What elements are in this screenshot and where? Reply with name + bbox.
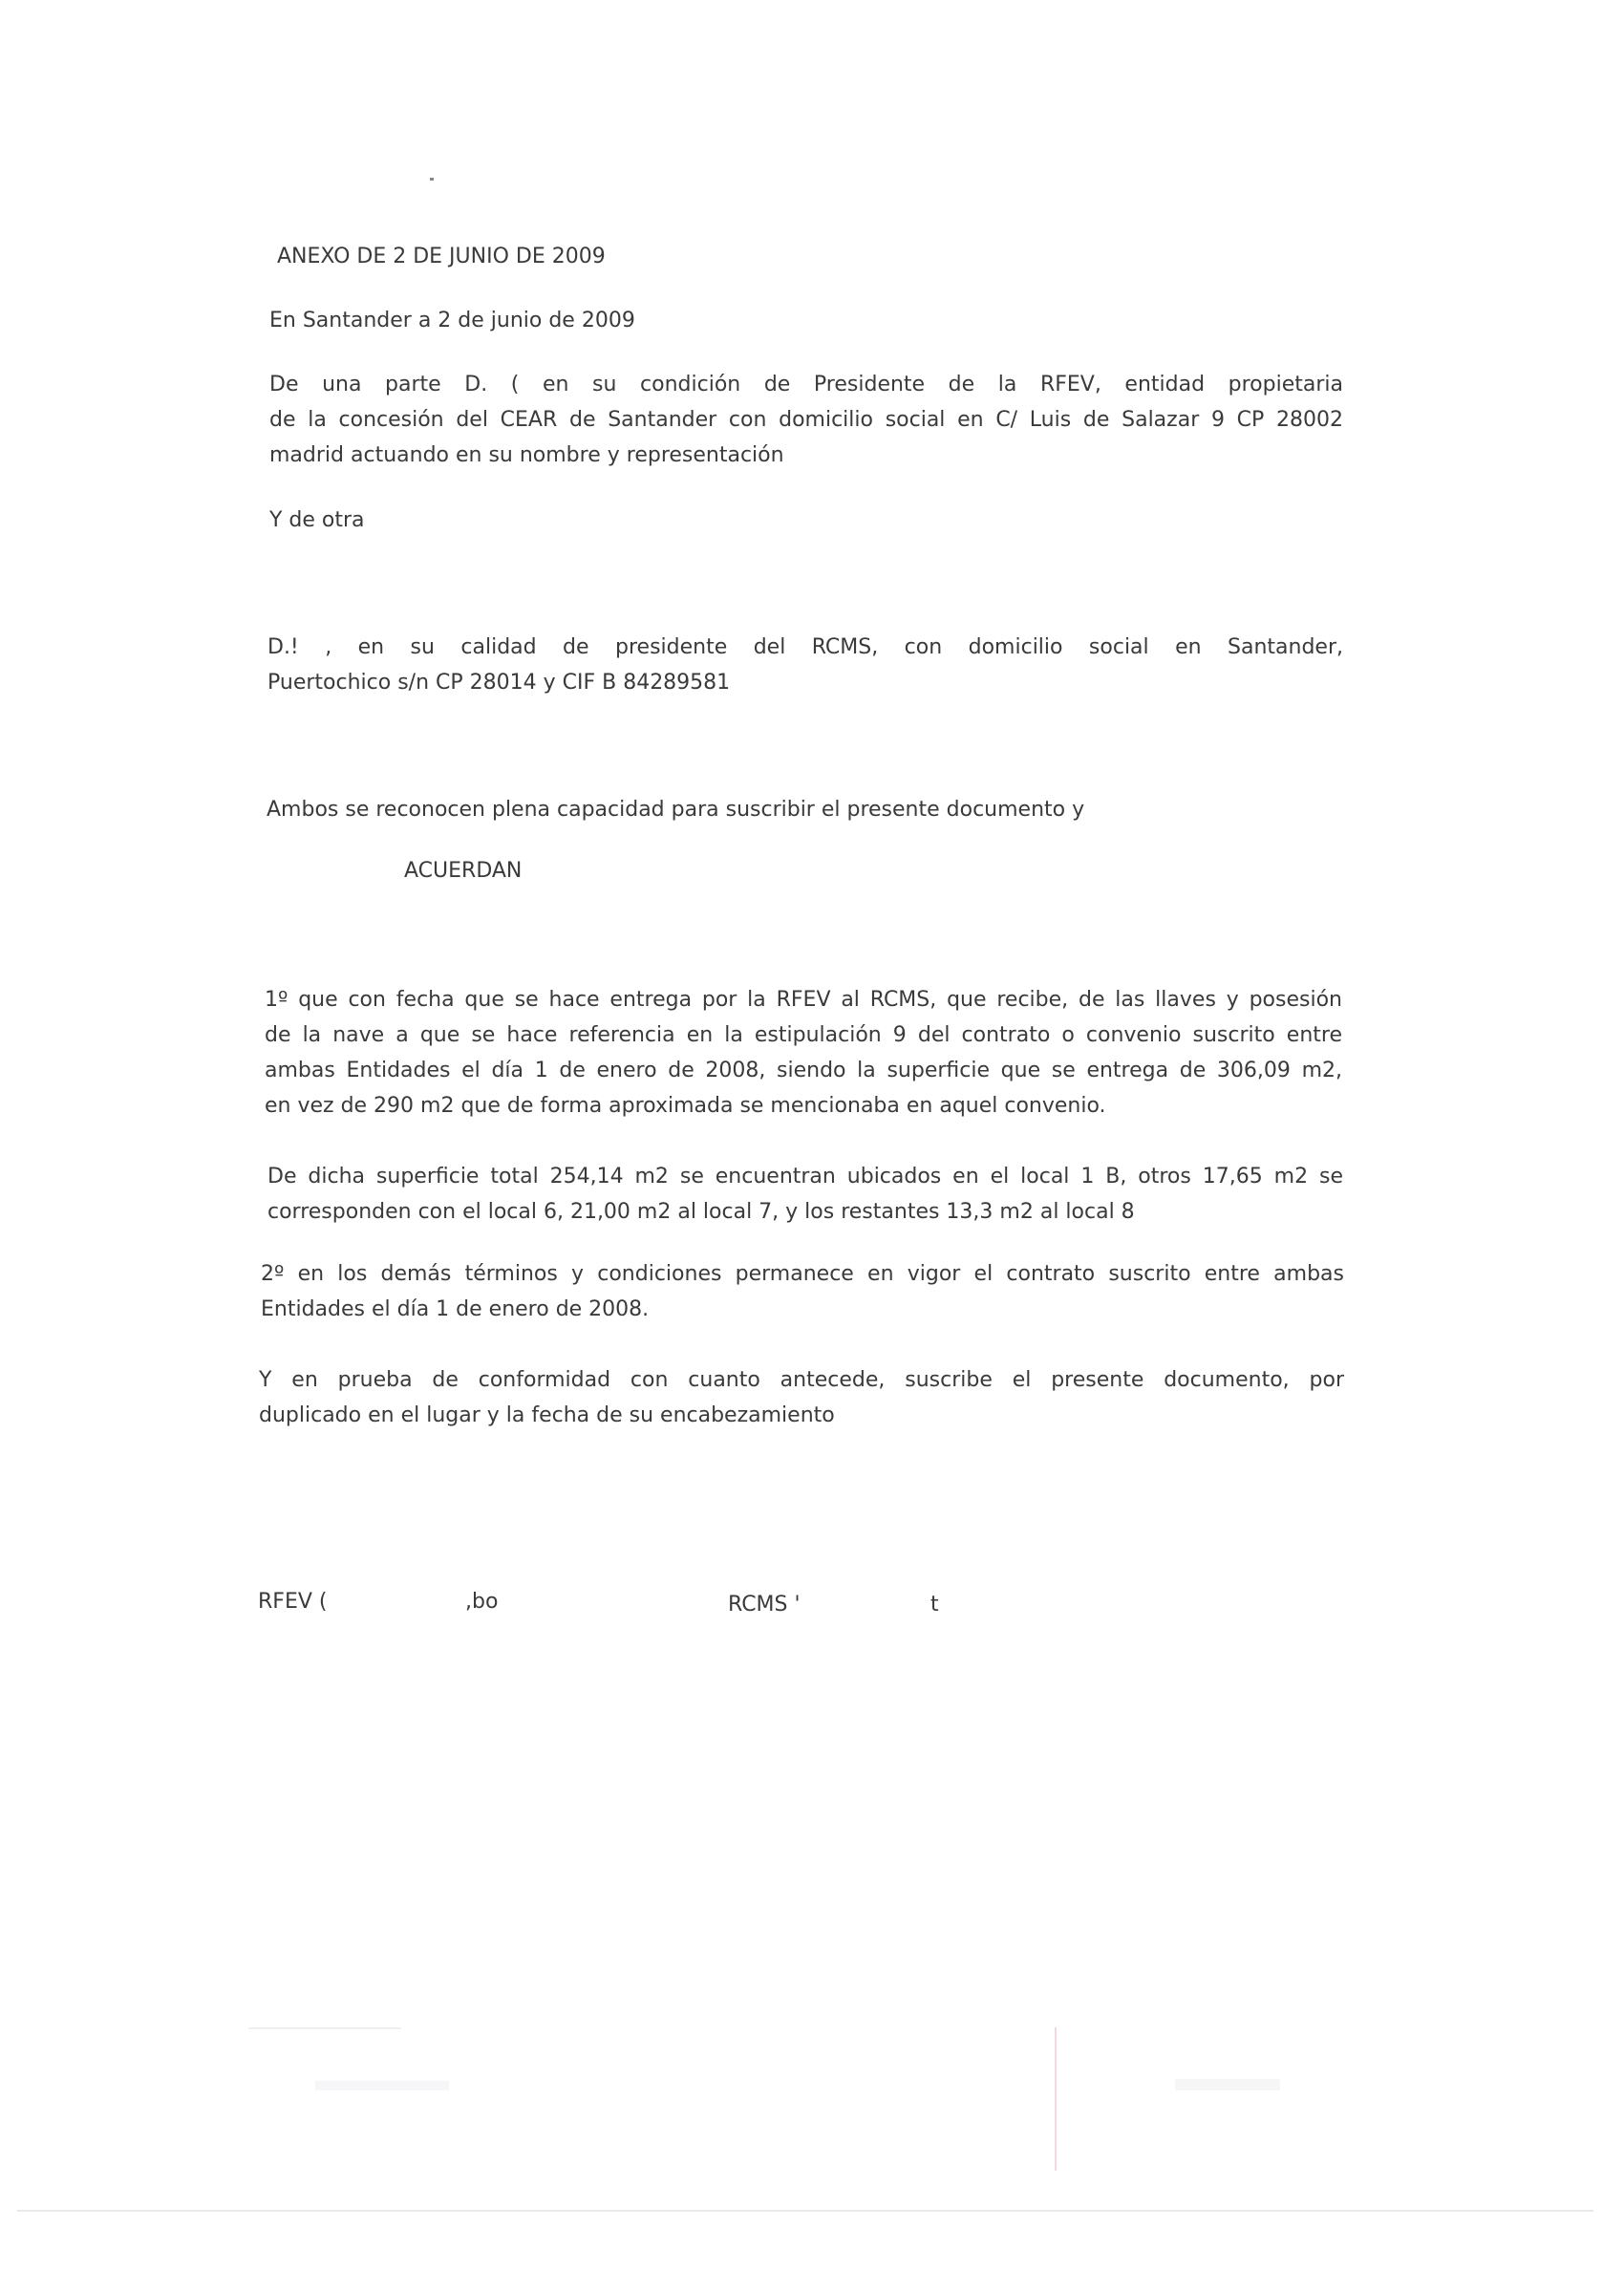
faint-scan-smudge (315, 2081, 449, 2090)
document-title: ANEXO DE 2 DE JUNIO DE 2009 (277, 245, 606, 268)
party2-line: D.! , en su calidad de presidente del RCMS, con domicilio social en Santander, (267, 635, 1343, 659)
faint-scan-stroke (248, 2027, 401, 2029)
closing-line: Y en prueba de conformidad con cuanto antecede, suscribe el presente documento, por (259, 1368, 1344, 1392)
clause1-detail-line: corresponden con el local 6, 21,00 m2 al local 7, y los restantes 13,3 m2 al local 8 (267, 1200, 1135, 1224)
party1-line: de la concesión del CEAR de Santander con domicilio social en C/ Luis de Salazar 9 CP 28002 (269, 408, 1343, 432)
party2-line: Puertochico s/n CP 28014 y CIF B 84289581 (267, 671, 731, 695)
party1-paragraph (269, 367, 1343, 473)
scan-edge-line (17, 2210, 1593, 2212)
party1-line: De una parte D. ( en su condición de Presidente de la RFEV, entidad propietaria (269, 373, 1343, 396)
clause1-line: 1º que con fecha que se hace entrega por la RFEV al RCMS, que recibe, de las llaves y posesión (265, 988, 1342, 1012)
clause1-line: en vez de 290 m2 que de forma aproximada se mencionaba en aquel convenio. (265, 1094, 1106, 1118)
faint-scan-smudge (1175, 2079, 1280, 2090)
scan-mark (430, 178, 434, 181)
place-date: En Santander a 2 de junio de 2009 (269, 309, 635, 332)
signature-rcms-suffix: t (930, 1593, 939, 1617)
clause2-line: Entidades el día 1 de enero de 2008. (261, 1297, 650, 1321)
faint-vertical-mark (1055, 2027, 1057, 2171)
party1-line: madrid actuando en su nombre y representación (269, 443, 784, 467)
closing-line: duplicado en el lugar y la fecha de su encabezamiento (259, 1403, 835, 1427)
clause2-paragraph (261, 1256, 1344, 1327)
clause2-line: 2º en los demás términos y condiciones permanece en vigor el contrato suscrito entre ambas (261, 1262, 1344, 1286)
signature-rfev-label: RFEV ( (258, 1590, 328, 1614)
agreement-heading: ACUERDAN (404, 859, 523, 883)
clause1-line: ambas Entidades el día 1 de enero de 2008, siendo la superficie que se entrega de 306,09 m2, (265, 1059, 1342, 1082)
party2-paragraph (267, 630, 1343, 700)
clause1-detail-paragraph (267, 1159, 1343, 1230)
signature-rfev-suffix: ,bo (465, 1590, 499, 1614)
clause1-paragraph (265, 982, 1342, 1124)
recognition-text: Ambos se reconocen plena capacidad para suscribir el presente documento y (267, 798, 1085, 822)
clause1-line: de la nave a que se hace referencia en la estipulación 9 del contrato o convenio suscrito entre (265, 1023, 1342, 1047)
closing-paragraph (259, 1362, 1344, 1433)
signature-rcms-label: RCMS ' (728, 1593, 801, 1617)
other-party-intro: Y de otra (269, 508, 365, 532)
clause1-detail-line: De dicha superficie total 254,14 m2 se encuentran ubicados en el local 1 B, otros 17,65 m2 se (267, 1165, 1343, 1189)
